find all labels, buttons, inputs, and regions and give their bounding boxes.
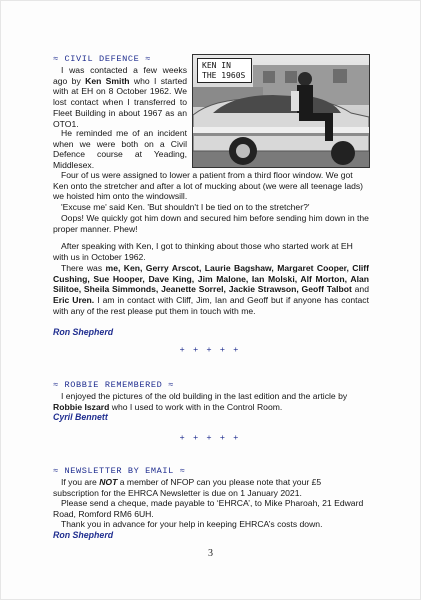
- robbie-heading: ≈ ROBBIE REMEMBERED ≈: [53, 380, 174, 390]
- civil-defence-para-5: Oops! We quickly got him down and secured him before sending him down in the proper manner. Phew!: [53, 213, 369, 234]
- robbie-iszard-name: Robbie Iszard: [53, 401, 110, 412]
- newsletter-para-3: Thank you in advance for your help in keeping EHRCA’s costs down.: [61, 519, 323, 529]
- civil-defence-heading: ≈ CIVIL DEFENCE ≈: [53, 54, 151, 64]
- newsletter-signature: Ron Shepherd: [53, 530, 114, 540]
- robbie-signature: Cyril Bennett: [53, 412, 108, 422]
- civil-defence-signature: Ron Shepherd: [53, 327, 114, 337]
- robbie-para-1: I enjoyed the pictures of the old building in the last edition and the article by Robbie Iszard who I used to work with in the Control Room.: [53, 391, 348, 412]
- civil-defence-para-2: He reminded me of an incident when we were both on a Civil Defence course at Yeading, Middlesex.: [53, 128, 187, 171]
- newsletter-para-2: Please send a cheque, made payable to ‘EHRCA’, to Mike Pharoah, 21 Edward Road, Romford RM6 6UH.: [53, 498, 364, 519]
- separator-2: + + + + +: [179, 432, 242, 442]
- page-number: 3: [208, 548, 213, 559]
- photo-caption-line2: THE 1960S: [202, 71, 246, 80]
- newsletter-heading: ≈ NEWSLETTER BY EMAIL ≈: [53, 466, 186, 476]
- separator-1: + + + + +: [179, 344, 242, 354]
- photo-caption-line1: KEN IN: [202, 61, 231, 70]
- eric-uren-name: Eric Uren.: [53, 295, 95, 306]
- newsletter-para-1: If you are NOT a member of NFOP can you please note that your £5 subscription for the EHRCA Newsletter is due on 1 January 2021.: [53, 477, 322, 498]
- civil-defence-para-7: There was me, Ken, Gerry Arscot, Laurie Bagshaw, Margaret Cooper, Cliff Cushing, Sue Hooper, Dave King, Jim Malone, Ian Molski, Alf Morton, Alan Silitoe, Sheila Simmonds, Jeanette Sorrel, Jackie Strawson, Geoff Talbot and Eric Uren. I am in contact with Cliff, Jim, Ian and Geoff but if anyone has contact with any of the rest please put them in touch with me.: [53, 263, 369, 316]
- civil-defence-para-4: 'Excuse me' said Ken. 'But shouldn't I be tied on to the stretcher?': [61, 202, 310, 212]
- photo-caption: [197, 58, 252, 83]
- not-emphasis: NOT: [99, 477, 118, 487]
- ken-photo: [192, 54, 370, 168]
- civil-defence-para-1: I was contacted a few weeks ago by Ken Smith who I started with at EH on 8 October 1962. We lost contact when I transferred to Fleet Building in about 1967 as an OTO1.: [53, 65, 188, 129]
- civil-defence-para-3: Four of us were assigned to lower a patient from a third floor window. We got Ken onto the stretcher and after a lot of mucking about (we were all teenage lads) we hoisted him onto the windowsill.: [53, 170, 364, 202]
- civil-defence-para-6: After speaking with Ken, I got to thinking about those who started work at EH with us in October 1962.: [53, 241, 353, 262]
- ken-smith-name: Ken Smith: [85, 75, 130, 86]
- colleague-names: me, Ken, Gerry Arscot, Laurie Bagshaw, Margaret Cooper, Cliff Cushing, Sue Hooper, Dave King, Jim Malone, Ian Molski, Alf Morton, Alan Silitoe, Sheila Simmonds, Jeanette Sorrel, Jackie Strawson, Geoff Talbot: [53, 263, 369, 295]
